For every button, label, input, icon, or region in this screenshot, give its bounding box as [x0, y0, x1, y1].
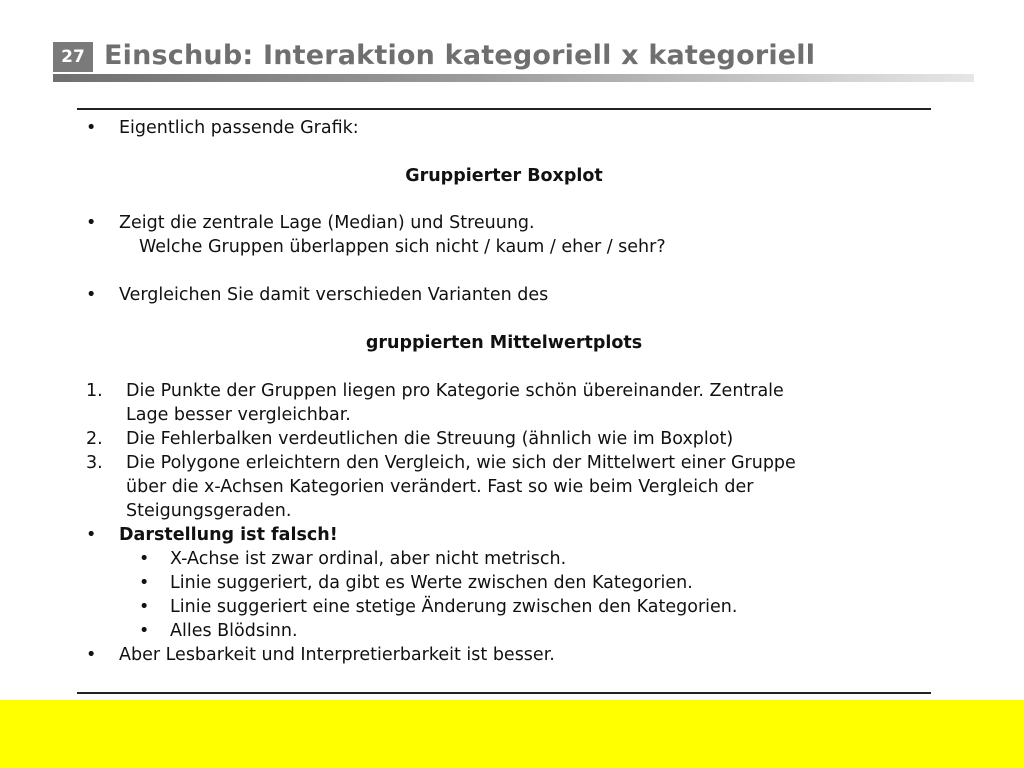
heading-boxplot: Gruppierter Boxplot — [405, 166, 603, 186]
numbered-item-3-number: 3. — [86, 453, 103, 473]
bottom-divider — [77, 692, 931, 694]
sub-bullet-icon: • — [139, 621, 150, 641]
falsch-text: Darstellung ist falsch! — [119, 525, 338, 545]
numbered-item-1-number: 1. — [86, 381, 103, 401]
bullet-icon: • — [86, 645, 97, 665]
sub-bullet-text: Linie suggeriert, da gibt es Werte zwischen den Kategorien. — [170, 573, 693, 593]
sub-bullet-icon: • — [139, 573, 150, 593]
numbered-item-3-line: über die x-Achsen Kategorien verändert. Fast so wie beim Vergleich der — [126, 477, 754, 497]
numbered-item-2-number: 2. — [86, 429, 103, 449]
sub-bullet-icon: • — [139, 597, 150, 617]
numbered-item-1-line: Lage besser vergleichbar. — [126, 405, 351, 425]
sub-bullet-text: Alles Blödsinn. — [170, 621, 298, 641]
numbered-item-1-line: Die Punkte der Gruppen liegen pro Kategorie schön übereinander. Zentrale — [126, 381, 784, 401]
intro-text: Eigentlich passende Grafik: — [119, 118, 359, 138]
bullet-icon: • — [86, 285, 97, 305]
sub-bullet-icon: • — [139, 549, 150, 569]
compare-text: Vergleichen Sie damit verschieden Varianten des — [119, 285, 549, 305]
final-text: Aber Lesbarkeit und Interpretierbarkeit ist besser. — [119, 645, 555, 665]
boxplot-point-line1: Zeigt die zentrale Lage (Median) und Streuung. — [119, 213, 535, 233]
sub-bullet-text: Linie suggeriert eine stetige Änderung zwischen den Kategorien. — [170, 597, 738, 617]
bullet-icon: • — [86, 525, 97, 545]
slide-title: Einschub: Interaktion kategoriell x kategoriell — [104, 40, 816, 71]
numbered-item-3-line: Die Polygone erleichtern den Vergleich, wie sich der Mittelwert einer Gruppe — [126, 453, 796, 473]
bullet-icon: • — [86, 213, 97, 233]
heading-mittelwertplots: gruppierten Mittelwertplots — [365, 333, 643, 353]
sub-bullet-text: X-Achse ist zwar ordinal, aber nicht metrisch. — [170, 549, 567, 569]
boxplot-point-line2: Welche Gruppen überlappen sich nicht / kaum / eher / sehr? — [139, 237, 666, 257]
footer-band — [0, 700, 1024, 768]
slide-number: 27 — [53, 42, 93, 72]
numbered-item-2-line: Die Fehlerbalken verdeutlichen die Streuung (ähnlich wie im Boxplot) — [126, 429, 734, 449]
bullet-icon: • — [86, 118, 97, 138]
numbered-item-3-line: Steigungsgeraden. — [126, 501, 292, 521]
